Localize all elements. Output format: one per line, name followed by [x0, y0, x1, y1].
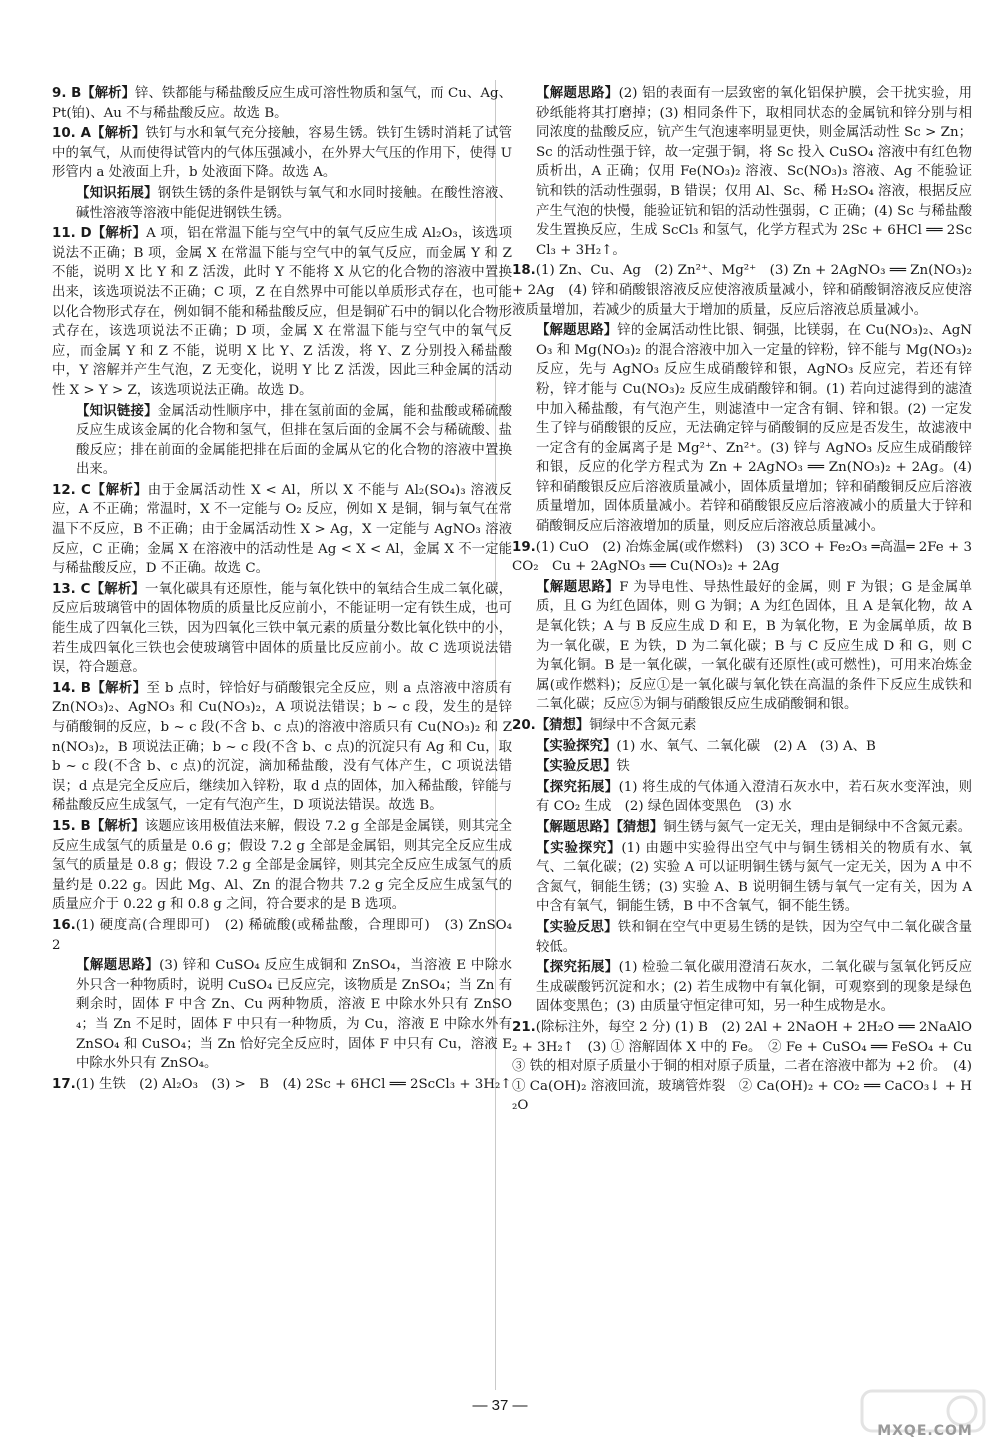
answer-text: 铜生锈与氮气一定无关，理由是铜绿中不含氮元素。 [663, 819, 972, 835]
answer-10 [52, 124, 512, 183]
answer-text: (1) Zn、Cu、Ag (2) Zn²⁺、Mg²⁺ (3) Zn + 2AgNO₃ ══ Zn(NO₃)₂ + 2Ag (4) 锌和硝酸银溶液反应使溶液质量减小，锌和硝酸铜溶液反应使溶液质量增加，若减少的质量大于增加的质量，反应后溶液总质量减小。 [512, 263, 972, 318]
experiment-reflection-20 [512, 757, 972, 777]
answer-20 [512, 716, 972, 736]
answer-text: 钢铁生锈的条件是钢铁与氧气和水同时接触。在酸性溶液、碱性溶液等溶液中能促进钢铁生锈。 [76, 185, 512, 221]
solution-reflection-20 [512, 918, 972, 957]
question-number: 9. B [52, 86, 82, 101]
section-tag: 【实验反思】 [536, 919, 618, 935]
answer-text: 铁 [616, 759, 630, 775]
solution-extension-20 [512, 958, 972, 1017]
answer-11 [52, 224, 512, 400]
answer-19 [512, 538, 972, 577]
question-number: 16. [52, 917, 76, 933]
answer-text: 该题应该用极值法来解，假设 7.2 g 全部是金属镁，则其完全反应生成氢气的质量是 0.6 g；假设 7.2 g 全部是金属铝，则其完全反应生成氢气的质量是 0.8 g；假设 7.2 g 全部是金属锌，则其完全反应生成氢气的质量约是 0.22 g。因此 Mg、Al、Zn 的混合物共 7.2 g 完全反应生成氢气的质量应介于 0.22 g 和 0.8 g 之间，符合要求的是 B 选项。 [52, 818, 513, 913]
question-number: 17. [52, 1076, 76, 1092]
answer-17 [52, 1075, 512, 1095]
section-tag: 【解析】 [90, 818, 145, 834]
solution-idea-19 [512, 578, 972, 715]
answer-14 [52, 679, 512, 816]
answer-text: 由于金属活动性 X < Al，所以 X 不能与 Al₂(SO₄)₃ 溶液反应，A 不正确；常温时，X 不一定能与 O₂ 反应，例如 X 是铜，铜与氧气在常温下不反应，B 不正确；由于金属活动性 X > Ag，X 一定能与 AgNO₃ 溶液反应，C 正确；金属 X 在溶液中的活动性是 Ag < X < Al，金属 X 不一定能与稀盐酸反应，D 不正确。故选 C。 [52, 482, 512, 577]
section-tag: 【解题思路】 [76, 958, 160, 974]
section-tag: 【实验反思】 [536, 759, 617, 775]
answer-text: (2) 铝的表面有一层致密的氧化铝保护膜，会干扰实验，用砂纸能将其打磨掉；(3) 相同条件下，取相同状态的金属钪和锌分别与相同浓度的盐酸反应，钪产生气泡速率明显更快，则金属活动性 Sc > Zn；Sc 的活动性强于锌，故一定强于铜，将 Sc 投入 CuSO₄ 溶液中有红色物质析出，A 正确；仅用 Fe(NO₃)₂ 溶液、Sc(NO₃)₃ 溶液、Ag 不能验证钪和铁的活动性强弱，B 错误；仅用 Al、Sc、稀 H₂SO₄ 溶液，根据反应产生气泡的快慢，能验证钪和铝的活动性强弱，C 正确；(4) Sc 与稀盐酸发生置换反应，生成 ScCl₃ 和氢气，化学方程式为 2Sc + 6HCl ══ 2ScCl₃ + 3H₂↑。 [536, 86, 972, 258]
answer-text: 铜绿中不含氮元素 [589, 718, 697, 733]
answer-15 [52, 817, 512, 915]
answer-text: 锌、铁都能与稀盐酸反应生成可溶性物质和氢气，而 Cu、Ag、Pt(铂)、Au 不与稀盐酸反应。故选 B。 [52, 86, 512, 121]
section-tag: 【知识拓展】 [76, 185, 158, 201]
solution-experiment-20 [512, 839, 972, 917]
answer-16 [52, 916, 526, 955]
solution-idea-20 [512, 818, 972, 838]
section-tag: 【解析】 [81, 86, 136, 101]
question-number: 13. C [52, 581, 91, 597]
answer-text: 一氧化碳具有还原性，能与氧化铁中的氧结合生成二氧化碳，反应后玻璃管中的固体物质的质量比反应前小，不能证明一定有铁生成，也可能生成了四氧化三铁，因为四氧化三铁中氧元素的质量分数比氧化铁中的小，若生成四氧化三铁也会使玻璃管中固体的质量比反应前小。故 C 选项说法错误，符合题意。 [52, 581, 512, 676]
answer-text: 锌的金属活动性比银、铜强，比镁弱，在 Cu(NO₃)₂、AgNO₃ 和 Mg(NO₃)₂ 的混合溶液中加入一定量的锌粉，锌不能与 Mg(NO₃)₂ 反应，先与 AgNO₃ 反应生成硝酸锌和银，AgNO₃ 反应完，若还有锌粉，锌才能与 Cu(NO₃)₂ 反应生成硝酸锌和铜。(1) 若向过滤得到的滤渣中加入稀盐酸，有气泡产生，则滤渣中一定含有铜、锌和银。(2) 一定发生了锌与硝酸银的反应，无法确定锌与硝酸铜的反应是否发生，故滤液中一定含有的金属离子是 Mg²⁺、Zn²⁺。(3) 锌与 AgNO₃ 反应生成硝酸锌和银，反应的化学方程式为 Zn + 2AgNO₃ ══ Zn(NO₃)₂ + 2Ag。(4) 锌和硝酸银反应后溶液质量减小，固体质量增加；锌和硝酸铜反应后溶液质量增加，固体质量减小。若锌和硝酸银反应后溶液减小的质量大于锌和硝酸铜反应后溶液增加的质量，则反应后溶液总质量减小。 [536, 323, 972, 535]
answer-9 [52, 84, 512, 123]
solution-idea-16 [52, 956, 512, 1074]
answer-18 [512, 261, 972, 320]
answer-text: (1) 将生成的气体通入澄清石灰水中，若石灰水变浑浊，则有 CO₂ 生成 (2) 绿色固体变黑色 (3) 水 [536, 779, 972, 815]
question-number: 18. [512, 263, 536, 279]
answer-text: (1) 生铁 (2) Al₂O₃ (3) > B (4) 2Sc + 6HCl ══ 2ScCl₃ + 3H₂↑ [75, 1076, 512, 1092]
section-tag: 【探究拓展】 [536, 779, 619, 795]
solution-idea-17 [512, 84, 972, 260]
answer-text: 至 b 点时，锌恰好与硝酸银完全反应，则 a 点溶液中溶质有 Zn(NO₃)₂、AgNO₃ 和 Cu(NO₃)₂，A 项说法错误；b ~ c 段，发生的是锌与硝酸铜的反应，b ~ c 段(不含 b、c 点)的溶液中溶质只有 Cu(NO₃)₂ 和 Zn(NO₃)₂，B 项说法正确；b ~ c 段(不含 b、c 点)的沉淀只有 Ag 和 Cu，取 b ~ c 段(不含 b、c 点)的沉淀，滴加稀盐酸，没有气体产生，C 项说法错误；d 点是完全反应后，继续加入锌粉，取 d 点的固体，加入稀盐酸，锌能与稀盐酸反应生成氢气，一定有气泡产生，D 项说法错误。故选 B。 [52, 680, 512, 814]
question-number: 12. C [52, 482, 91, 498]
answer-text: (1) 由题中实验得出空气中与铜生锈相关的物质有水、氧气、二氧化碳；(2) 实验 A 可以证明铜生锈与氮气一定无关，因为 A 中不含氮气，铜能生锈；(3) 实验 A、B 说明铜生锈与氧气一定有关，因为 A 中含有氧气，铜能生锈，B 中不含氧气，铜不能生锈。 [536, 840, 972, 915]
answer-13 [52, 580, 512, 678]
question-number: 20. [512, 718, 536, 733]
section-tag: 【探究拓展】 [536, 960, 619, 976]
answer-text: 铁钉与水和氧气充分接触，容易生锈。铁钉生锈时消耗了试管中的氧气，从而使得试管内的气体压强减小，在外界大气压的作用下，使得 U 形管内 a 处液面上升，b 处液面下降。故选 A。 [52, 126, 513, 181]
section-tag: 【实验探究】 [536, 738, 617, 754]
section-tag: 【解题思路】 [536, 579, 620, 595]
experiment-exploration-20 [512, 737, 972, 757]
answer-text: (1) CuO (2) 冶炼金属(或作燃料) (3) 3CO + Fe₂O₃ ═高温═ 2Fe + 3CO₂ Cu + 2AgNO₃ ══ Cu(NO₃)₂ + 2Ag [512, 539, 972, 575]
question-number: 19. [512, 539, 536, 555]
page-number: — 37 — [472, 1397, 528, 1414]
answer-21 [512, 1018, 986, 1116]
answer-text: (除标注外，每空 2 分) (1) B (2) 2Al + 2NaOH + 2H₂O ══ 2NaAlO₂ + 3H₂↑ (3) ① 溶解固体 X 中的 Fe。 ② Fe + CuSO₄ ══ FeSO₄ + Cu ③ 铁的相对原子质量小于铜的相对原子质量，二者在溶液中都为 +2 价。 (4) ① Ca(OH)₂ 溶液回流，玻璃管炸裂 ② Ca(OH)₂ + CO₂ ══ CaCO₃↓ + H₂O [512, 1019, 986, 1114]
answer-text: A 项，铝在常温下能与空气中的氧气反应生成 Al₂O₃，该选项说法不正确；B 项，金属 X 在常温下能与空气中的氧气反应，而金属 Y 和 Z 不能，说明 X 比 Y 和 Z 活泼，此时 Y 不能将 X 从它的化合物的溶液中置换出来，该选项说法不正确；C 项，Z 在自然界中可能以单质形式存在，也可能以化合物形式存在，例如铜不能和稀盐酸反应，但是铜矿石中的铜以化合物形式存在，该选项说法不正确；D 项，金属 X 在常温下能与空气中的氧气反应，而金属 Y 和 Z 不能，说明 X 比 Y、Z 活泼，将 Y、Z 分别投入稀盐酸中，Y 溶解并产生气泡，Z 无变化，说明 Y 比 Z 活泼，因此三种金属的活动性 X > Y > Z，该选项说法正确。故选 D。 [52, 226, 513, 398]
section-tag: 【解题思路】【猜想】 [536, 819, 664, 835]
section-tag: 【解析】 [90, 482, 148, 498]
section-tag: 【解析】 [90, 126, 146, 142]
question-number: 14. B [52, 680, 91, 696]
solution-idea-18 [512, 321, 972, 537]
section-tag: 【解析】 [90, 581, 146, 597]
exploration-extension-20 [512, 778, 972, 817]
watermark-text: MXQE.COM [877, 1423, 973, 1439]
section-tag: 【知识链接】 [76, 403, 158, 419]
question-number: 10. A [52, 126, 91, 142]
answer-text: (1) 硬度高(合理即可) (2) 稀硫酸(或稀盐酸，合理即可) (3) ZnSO₄ 2 [52, 917, 526, 953]
answer-12 [52, 481, 512, 579]
knowledge-link-11 [52, 402, 512, 480]
section-tag: 【猜想】 [535, 718, 590, 733]
right-column [512, 84, 986, 1117]
section-tag: 【解析】 [91, 226, 147, 242]
section-tag: 【解题思路】 [536, 323, 618, 339]
question-number: 11. D [52, 226, 92, 242]
answer-text: 金属活动性顺序中，排在氢前面的金属，能和盐酸或稀硫酸反应生成该金属的化合物和氢气，但排在氢后面的金属不会与稀硫酸、盐酸反应；排在前面的金属能把排在后面的金属从它的化合物的溶液中置换出来。 [76, 403, 512, 478]
knowledge-extension-10 [52, 184, 512, 223]
answer-text: (3) 锌和 CuSO₄ 反应生成铜和 ZnSO₄，当溶液 E 中除水外只含一种物质时，说明 CuSO₄ 已反应完，该物质是 ZnSO₄；当 Zn 有剩余时，固体 F 中含 Zn、Cu 两种物质，溶液 E 中除水外只有 ZnSO₄；当 Zn 不足时，固体 F 中只有一种物质，为 Cu，溶液 E 中除水外有 ZnSO₄ 和 CuSO₄；当 Zn 恰好完全反应时，固体 F 中只有 Cu，溶液 E 中除水外只有 ZnSO₄。 [76, 958, 513, 1072]
answer-text: (1) 检验二氧化碳用澄清石灰水，二氧化碳与氢氧化钙反应生成碳酸钙沉淀和水；(2) 若生成物中有氧化铜，可观察到的现象是绿色固体变黑色；(3) 由质量守恒定律可知，另一种生成物是水。 [536, 960, 972, 1015]
answer-text: (1) 水、氧气、二氧化碳 (2) A (3) A、B [616, 738, 876, 754]
section-tag: 【解析】 [90, 680, 147, 696]
section-tag: 【解题思路】 [536, 86, 619, 101]
question-number: 15. B [52, 818, 91, 834]
answer-text: F 为导电性、导热性最好的金属，则 F 为银；G 是金属单质，且 G 为红色固体，则 G 为铜；A 为红色固体，且 A 是氧化物，故 A 是氧化铁；A 与 B 反应生成 D 和 E，B 为氧化物，E 为金属单质，故 B 为一氧化碳，E 为铁，D 为二氧化碳；B 与 C 反应生成 D 和 G，则 C 为氧化铜。B 是一氧化碳，一氧化碳有还原性(或可燃性)，可用来冶炼金属(或作燃料)；反应①是一氧化碳与氧化铁在高温的条件下反应生成铁和二氧化碳；反应⑤为铜与硝酸银反应生成硝酸铜和银。 [536, 579, 972, 713]
question-number: 21. [512, 1019, 536, 1035]
answer-text: 铁和铜在空气中更易生锈的是铁，因为空气中二氧化碳含量较低。 [536, 919, 972, 955]
section-tag: 【实验探究】 [536, 840, 622, 856]
